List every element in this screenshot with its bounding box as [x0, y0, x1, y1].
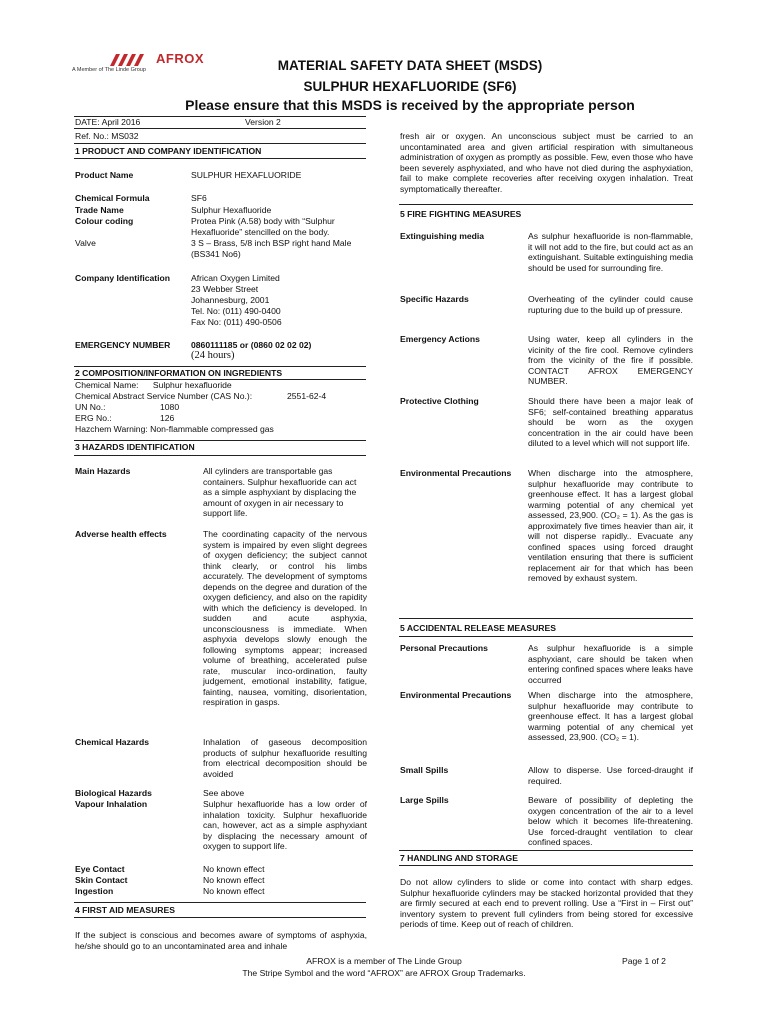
chemical-hazards-text: Inhalation of gaseous decomposition products of sulphur hexafluoride resulting from electrical decomposition should be avoided: [203, 737, 367, 779]
small-spills-label: Small Spills: [400, 765, 449, 775]
main-hazards-text: All cylinders are transportable gas containers. Sulphur hexafluoride can act as a simple asphyxiant by displacing the amount of oxygen in air necessary to support life.: [203, 466, 357, 518]
emergency-number-label: EMERGENCY NUMBER: [75, 340, 171, 350]
emergency-number-value: 0860111185 or (0860 02 02 02): [191, 340, 312, 350]
large-spills-text: Beware of possibility of depleting the oxygen concentration of the air to a level below which it becomes life-threatening. Use forced-draught ventilation to clear confined spaces.: [528, 795, 693, 847]
product-title: SULPHUR HEXAFLUORIDE (SF6): [303, 79, 517, 94]
colour-coding-label: Colour coding: [75, 216, 134, 226]
biological-hazards-label: Biological Hazards: [75, 788, 152, 798]
company-line: Fax No: (011) 490-0506: [191, 317, 282, 327]
colour-coding-value: Protea Pink (A.58) body with “Sulphur Hexafluoride” stencilled on the body.: [191, 216, 335, 237]
un-label: UN No.:: [75, 402, 106, 412]
section-1-heading: 1 PRODUCT AND COMPANY IDENTIFICATION: [75, 146, 262, 156]
trade-name-label: Trade Name: [75, 205, 124, 215]
rule: [74, 143, 366, 144]
footer-membership: AFROX is a member of The Linde Group: [306, 956, 462, 966]
main-hazards-label: Main Hazards: [75, 466, 131, 476]
company-line: 23 Webber Street: [191, 284, 259, 294]
specific-hazards-text: Overheating of the cylinder could cause rupturing due to the build up of pressure.: [528, 294, 693, 315]
first-aid-text-continued: fresh air or oxygen. An unconscious subject must be carried to an uncontaminated area and given artificial respiration with simultaneous administration of oxygen as promptly as possible. Few, even those who have been severely asphyxiated, and who have not died during the asphyxiation, fail to make complete recoveries after receiving oxygen inhalation. Treat symptomatically thereafter.: [400, 131, 693, 194]
formula-value: SF6: [191, 193, 207, 203]
emergency-actions-text: Using water, keep all cylinders in the vicinity of the fire cool. Remove cylinders from the vicinity of the fire if possible. CONTACT AFROX EMERGENCY NUMBER.: [528, 334, 693, 386]
ingestion-label: Ingestion: [75, 886, 114, 896]
cas-value: 2551-62-4: [287, 391, 327, 401]
handling-storage-text: Do not allow cylinders to slide or come into contact with sharp edges. Sulphur hexafluoride cylinders may be stacked horizontal provided that they are firmly secured at each end to prevent rolling. Use a “First in – First out” inventory system to prevent full cylinders from being stored for excessive periods of time. Keep out of reach of children.: [400, 877, 693, 929]
company-line: Tel. No: (011) 490-0400: [191, 306, 281, 316]
first-aid-text: If the subject is conscious and becomes aware of symptoms of asphyxia, he/she should go to an uncontaminated area and inhale: [75, 930, 367, 951]
protective-clothing-label: Protective Clothing: [400, 396, 479, 406]
rule: [74, 158, 366, 159]
extinguishing-media-text: As sulphur hexafluoride is non-flammable, it will not add to the fire, but could act as an extinguishant. Suitable extinguishing media should be used for surrounding fire.: [528, 231, 693, 273]
product-name-value: SULPHUR HEXAFLUORIDE: [191, 170, 302, 180]
eye-contact-label: Eye Contact: [75, 864, 125, 874]
rule: [399, 850, 693, 851]
environmental-precautions-label: Environmental Precautions: [400, 468, 512, 478]
large-spills-label: Large Spills: [400, 795, 449, 805]
erg-label: ERG No.:: [75, 413, 112, 423]
rule: [74, 440, 366, 441]
biological-hazards-text: See above: [203, 788, 245, 798]
afrox-brand: AFROX: [156, 51, 204, 66]
doc-version: Version 2: [245, 117, 281, 127]
adverse-health-text: The coordinating capacity of the nervous system is impaired by even slight degrees of oxygen deficiency; the subject cannot think clearly, or control his limbs accurately. The development of symptoms depends on the degree and duration of the oxygen deficiency, and also on the rapidity with which the deficiency is developed. In sudden and acute asphyxia, unconsciousness is immediate. When asphyxia develops slowly enough the following symptoms appear; increased volume of breathing, accelerated pulse rate, muscular inco-ordination, faulty judgement, emotional instability, fatigue, fainting, nausea, vomiting, disorientation, respiration in gasps.: [203, 529, 367, 707]
extinguishing-media-label: Extinguishing media: [400, 231, 485, 241]
doc-date: DATE: April 2016: [75, 117, 141, 127]
section-7-heading: 7 HANDLING AND STORAGE: [400, 853, 518, 863]
hazchem-warning: Hazchem Warning: Non-flammable compressed gas: [75, 424, 274, 434]
erg-value: 126: [160, 413, 175, 423]
chemical-hazards-label: Chemical Hazards: [75, 737, 150, 747]
personal-precautions-label: Personal Precautions: [400, 643, 488, 653]
environmental-precautions-release-label: Environmental Precautions: [400, 690, 512, 700]
skin-contact-text: No known effect: [203, 875, 265, 885]
vapour-inhalation-label: Vapour Inhalation: [75, 799, 148, 809]
footer-trademark: The Stripe Symbol and the word “AFROX” are AFROX Group Trademarks.: [242, 968, 526, 978]
adverse-health-label: Adverse health effects: [75, 529, 167, 539]
rule: [74, 128, 366, 129]
rule: [399, 204, 693, 205]
product-name-label: Product Name: [75, 170, 134, 180]
rule: [74, 902, 366, 903]
trade-name-value: Sulphur Hexafluoride: [191, 205, 272, 215]
rule: [74, 366, 366, 367]
rule: [74, 917, 366, 918]
formula-label: Chemical Formula: [75, 193, 150, 203]
specific-hazards-label: Specific Hazards: [400, 294, 469, 304]
section-5-heading: 5 FIRE FIGHTING MEASURES: [400, 209, 522, 219]
ingestion-text: No known effect: [203, 886, 265, 896]
distribution-notice: Please ensure that this MSDS is received by the appropriate person: [185, 97, 635, 113]
section-3-heading: 3 HAZARDS IDENTIFICATION: [75, 442, 195, 452]
small-spills-text: Allow to disperse. Use forced-draught if required.: [528, 765, 693, 786]
company-line: Johannesburg, 2001: [191, 295, 270, 305]
environmental-precautions-release-text: When discharge into the atmosphere, sulphur hexafluoride may contribute to greenhouse effect. It has a largest global warming potential of any chemical yet assessed, 23,900. (CO₂ = 1).: [528, 690, 693, 742]
valve-label: Valve: [75, 238, 96, 248]
page-number: Page 1 of 2: [622, 956, 666, 966]
company-line: African Oxygen Limited: [191, 273, 280, 283]
chemical-name-line: Chemical Name: Sulphur hexafluoride: [75, 380, 232, 390]
section-2-heading: 2 COMPOSITION/INFORMATION ON INGREDIENTS: [75, 368, 283, 378]
afrox-tagline: A Member of The Linde Group: [72, 67, 146, 73]
valve-value: 3 S – Brass, 5/8 inch BSP right hand Male (BS341 No6): [191, 238, 352, 259]
emergency-hours: (24 hours): [191, 350, 235, 361]
eye-contact-text: No known effect: [203, 864, 265, 874]
section-4-heading: 4 FIRST AID MEASURES: [75, 905, 175, 915]
doc-ref: Ref. No.: MS032: [75, 131, 139, 141]
company-identification-label: Company Identification: [75, 273, 171, 283]
rule: [399, 865, 693, 866]
rule: [399, 618, 693, 619]
cas-label: Chemical Abstract Service Number (CAS No.):: [75, 391, 253, 401]
accidental-release-heading: 5 ACCIDENTAL RELEASE MEASURES: [400, 623, 556, 633]
personal-precautions-text: As sulphur hexafluoride is a simple asphyxiant, care should be taken when entering confined spaces where leaks have occurred: [528, 643, 693, 685]
skin-contact-label: Skin Contact: [75, 875, 128, 885]
document-title: MATERIAL SAFETY DATA SHEET (MSDS): [277, 58, 543, 73]
rule: [74, 455, 366, 456]
emergency-actions-label: Emergency Actions: [400, 334, 480, 344]
rule: [399, 636, 693, 637]
vapour-inhalation-text: Sulphur hexafluoride has a low order of inhalation toxicity. Sulphur hexafluoride can, however, act as a simple asphyxiant by displacing the necessary amount of oxygen to support life.: [203, 799, 367, 851]
environmental-precautions-text: When discharge into the atmosphere, sulphur hexafluoride may contribute to greenhouse effect. It has a largest global warming potential of any chemical yet assessed, 23,900. (CO₂ = 1). As the gas is approximately five times heavier than air, it will not disperse rapidly.. Evacuate any confined spaces using forced draught ventilation ensuring that there is sufficient replacement air for that which has been removed by exhaust system.: [528, 468, 693, 583]
un-value: 1080: [160, 402, 180, 412]
protective-clothing-text: Should there have been a major leak of SF6; self-contained breathing apparatus should be worn as the oxygen concentration in the air could have been diluted to a level which will not support life.: [528, 396, 693, 448]
